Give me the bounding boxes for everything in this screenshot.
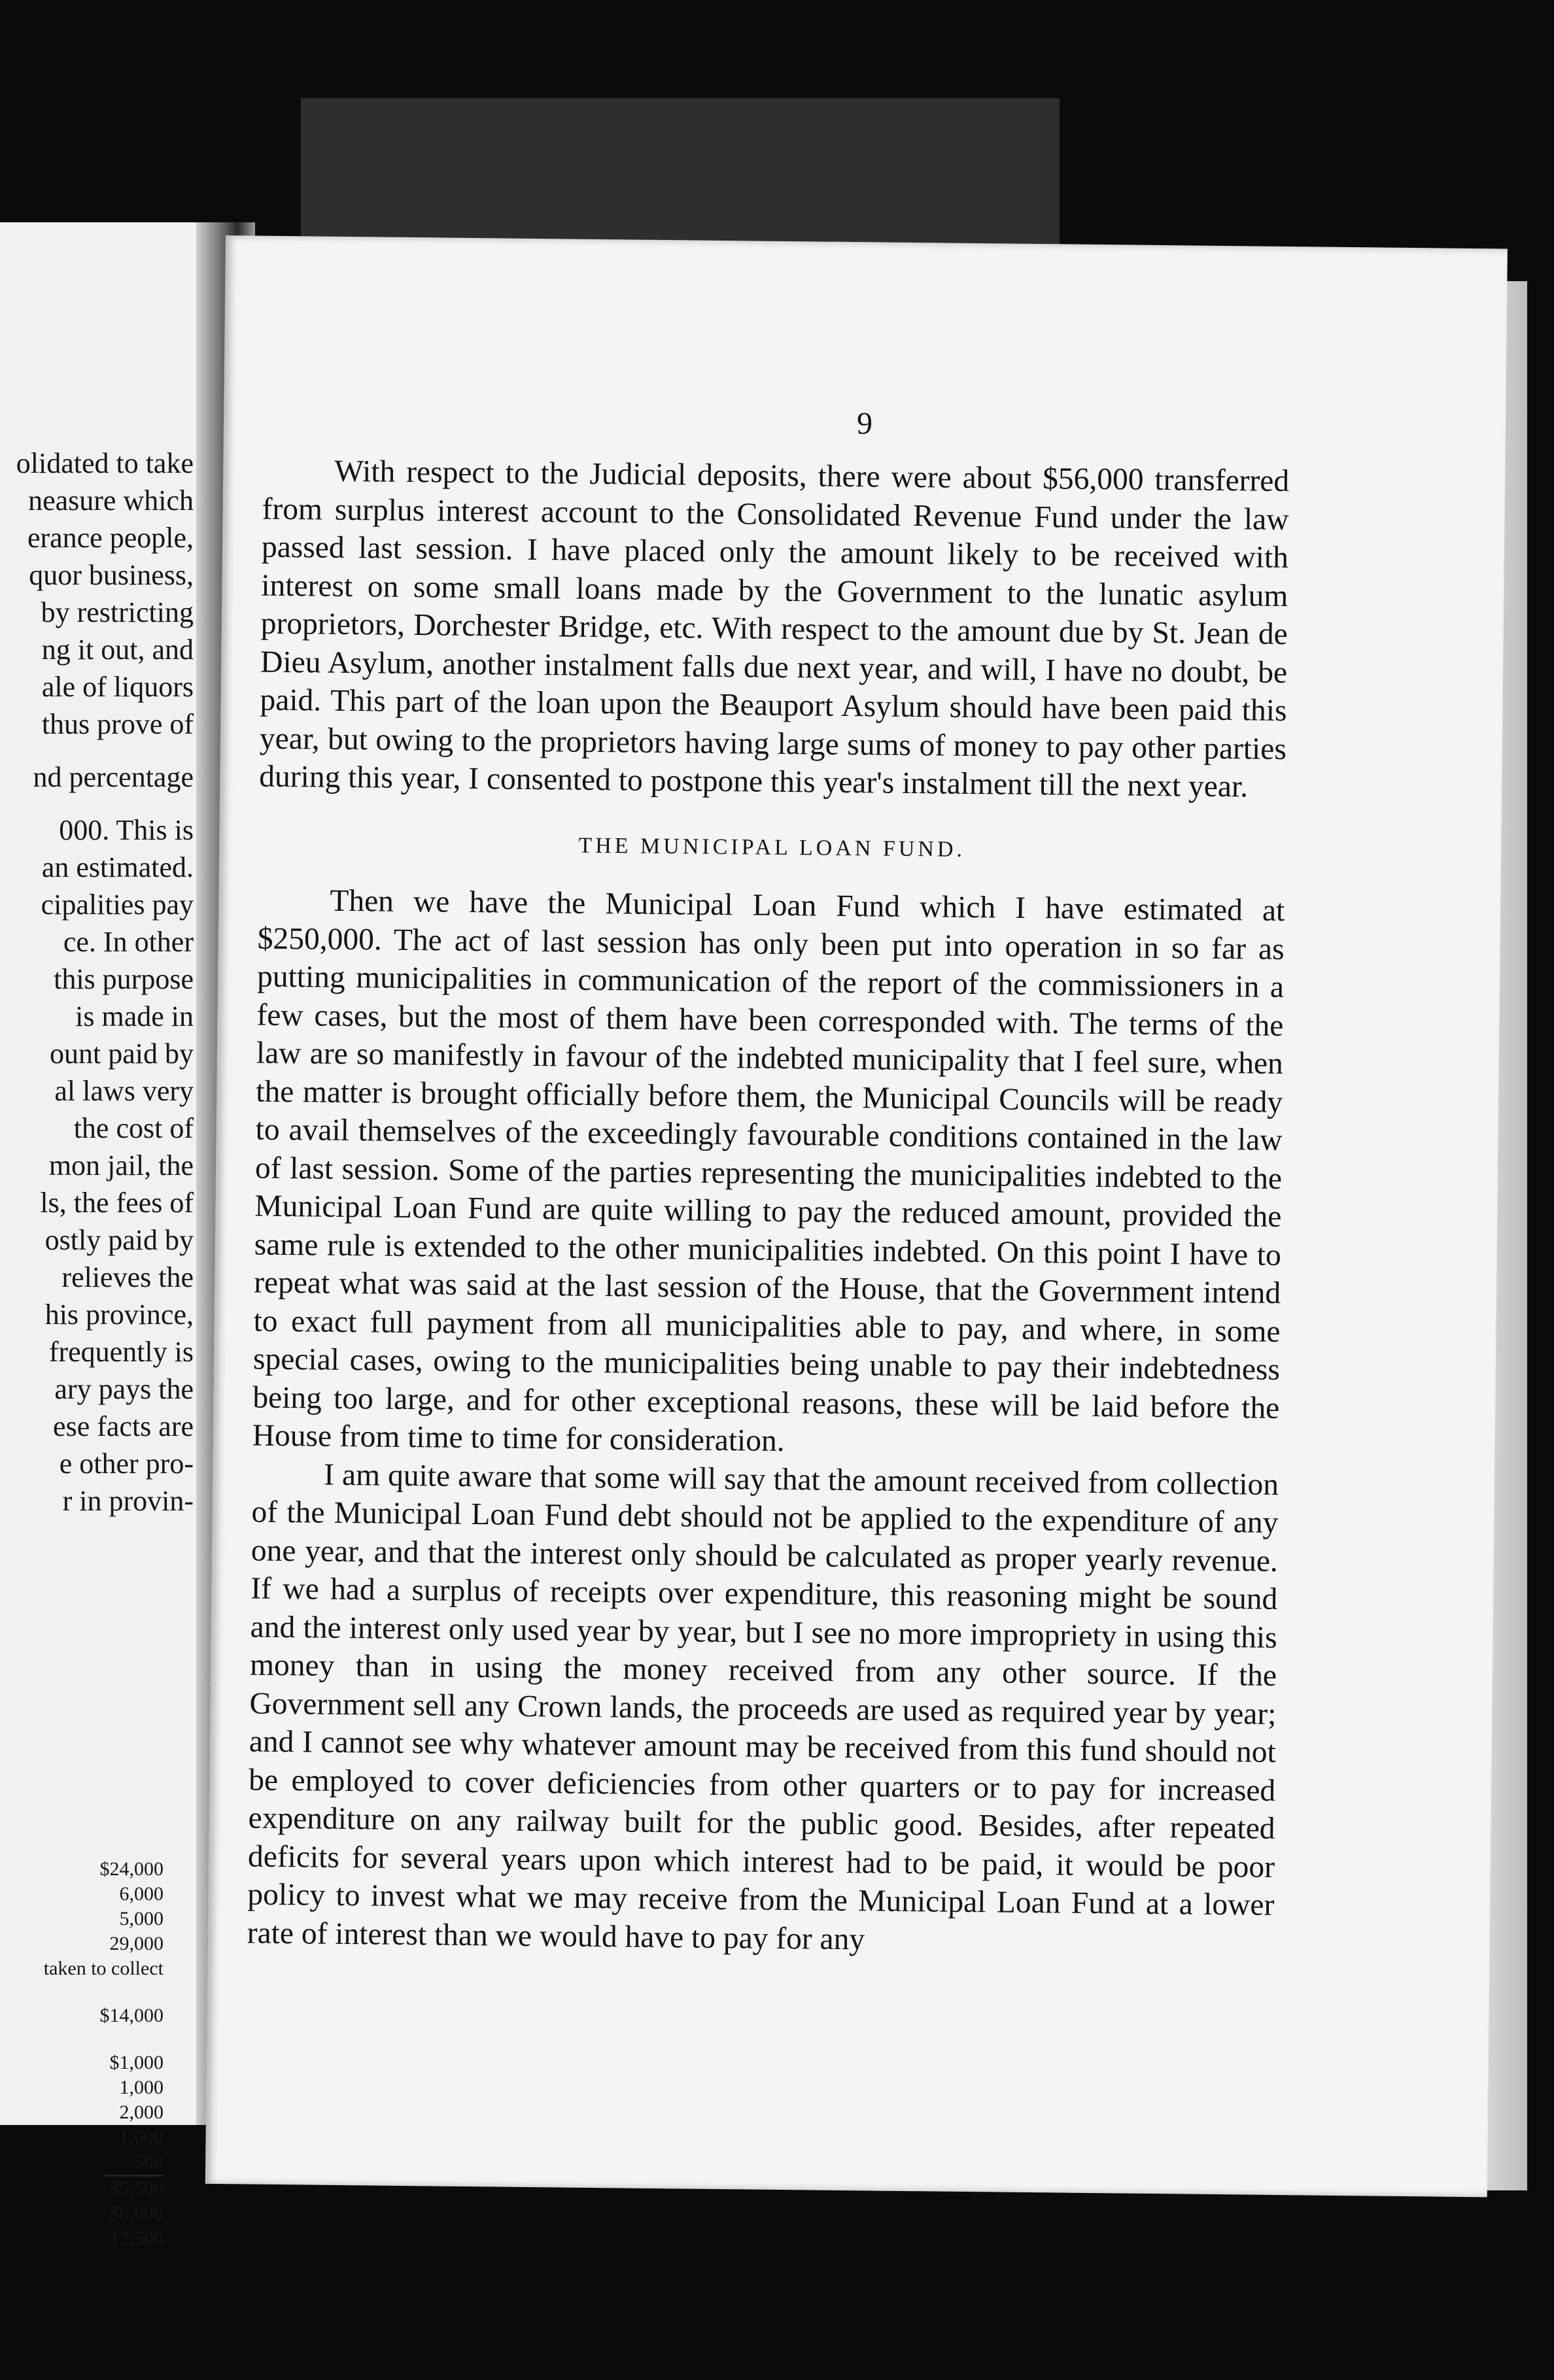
left-line: ng it out, and <box>41 634 194 666</box>
left-page-figures <box>0 1857 164 2251</box>
left-page-text <box>0 445 194 1520</box>
figure-value: $1,000 <box>109 2052 164 2073</box>
left-line: ale of liquors <box>41 671 194 703</box>
section-heading: THE MUNICIPAL LOAN FUND. <box>578 833 966 862</box>
left-line: this purpose <box>54 963 194 995</box>
right-page <box>205 235 1508 2197</box>
figure-total: $5,500 <box>105 2175 164 2202</box>
figure-value: $24,000 <box>99 1858 164 1880</box>
left-line: olidated to take <box>16 447 194 479</box>
left-line: by restricting <box>41 596 194 628</box>
left-line: ount paid by <box>50 1038 194 1070</box>
left-line: cipalities pay <box>41 889 194 921</box>
figure-value: 1,000 <box>119 2126 164 2148</box>
left-line: the cost of <box>73 1112 194 1144</box>
paragraph-municipal-loan-fund: Then we have the Municipal Loan Fund which I have estimated at $250,000. The act of last session has only been put into operation in so far as putting municipalities in communication of the report of the commissioners in a few cases, but the most of them have been corresponded with. The terms of the law are so manifestly in favour of the indebted municipality that I feel sure, when the matter is brought officially before them, the Municipal Councils will be ready to avail themselves of the exceedingly favourable conditions contained in the law of last session. Some of the parties representing the municipalities indebted to the Municipal Loan Fund are quite willing to pay the reduced amount, provided the same rule is extended to the other municipalities indebted. On this point I have to repeat what was said at the last session of the House, that the Government intend to exact full payment from all municipalities able to pay, and where, in some special cases, owing to the municipalities being unable to pay their indebtedness being too large, and for other exceptional reasons, these will be laid before the House from time to time for consideration. <box>252 883 1285 1459</box>
figure-note: taken to collect <box>43 1958 164 1979</box>
left-line: an estimated. <box>41 851 194 883</box>
figure-value: 1,000 <box>119 2077 164 2098</box>
left-line: is made in <box>75 1000 194 1032</box>
left-line: mon jail, the <box>48 1149 194 1182</box>
figure-value: 500 <box>134 2151 164 2173</box>
figure-value: 2,000 <box>119 2101 164 2123</box>
figure-value: 6,000 <box>119 1883 164 1905</box>
left-line: 000. This is <box>59 814 194 846</box>
left-line: ce. In other <box>63 926 194 958</box>
left-line: e other pro- <box>59 1448 194 1480</box>
left-line: ese facts are <box>53 1410 194 1442</box>
left-line: r in provin- <box>62 1485 194 1517</box>
left-line: ostly paid by <box>44 1224 194 1256</box>
figure-value: 12,500 <box>109 2228 164 2249</box>
left-line: his province, <box>44 1299 194 1331</box>
left-line: erance people, <box>27 522 194 554</box>
left-line: al laws very <box>54 1075 194 1107</box>
figure-value: $14,000 <box>99 2005 164 2026</box>
figure-value: $6,000 <box>109 2203 164 2224</box>
figure-value: 5,000 <box>119 1908 164 1930</box>
left-line: ls, the fees of <box>40 1187 194 1219</box>
paragraph-judicial-deposits: With respect to the Judicial deposits, there were about $56,000 transferred from surplus interest account to the Consolidated Revenue Fund under the law passed last session. I have placed only the amount likely to be received with interest on some small loans made by the Government to the lunatic asylum proprietors, Dorchester Bridge, etc. With respect to the amount due by St. Jean de Dieu Asylum, another instalment falls due next year, and will, I have no doubt, be paid. This part of the loan upon the Beauport Asylum should have been paid this year, but owing to the proprietors having large sums of money to pay other parties during this year, I consented to postpone this year's instalment till the next year. <box>259 454 1290 804</box>
page-body <box>247 452 1290 1963</box>
left-line: thus prove of <box>41 708 194 740</box>
figure-value: 29,000 <box>109 1933 164 1954</box>
left-line: ary pays the <box>54 1373 194 1405</box>
left-line: nd percentage <box>33 761 194 793</box>
page-number: 9 <box>856 406 873 441</box>
left-line: neasure which <box>28 484 194 517</box>
left-line: quor business, <box>29 559 194 591</box>
left-line: frequently is <box>48 1336 194 1368</box>
paragraph-loan-fund-use: I am quite aware that some will say that the amount received from collection of the Municipal Loan Fund debt should not be applied to the expenditure of any one year, and that the interest only should be calculated as proper yearly revenue. If we had a surplus of receipts over expenditure, this reasoning might be sound and the interest only used year by year, but I see no more impropriety in using this money than in using the money received from any other source. If the Government sell any Crown lands, the proceeds are used as required year by year; and I cannot see why whatever amount may be received from this fund should not be employed to cover deficiencies from other quarters or to pay for increased expenditure on any railway built for the public good. Besides, after repeated deficits for several years upon which interest had to be paid, it would be poor policy to invest what we may receive from the Municipal Loan Fund at a lower rate of interest than we would have to pay for any <box>247 1457 1279 1956</box>
left-line: relieves the <box>61 1261 194 1293</box>
